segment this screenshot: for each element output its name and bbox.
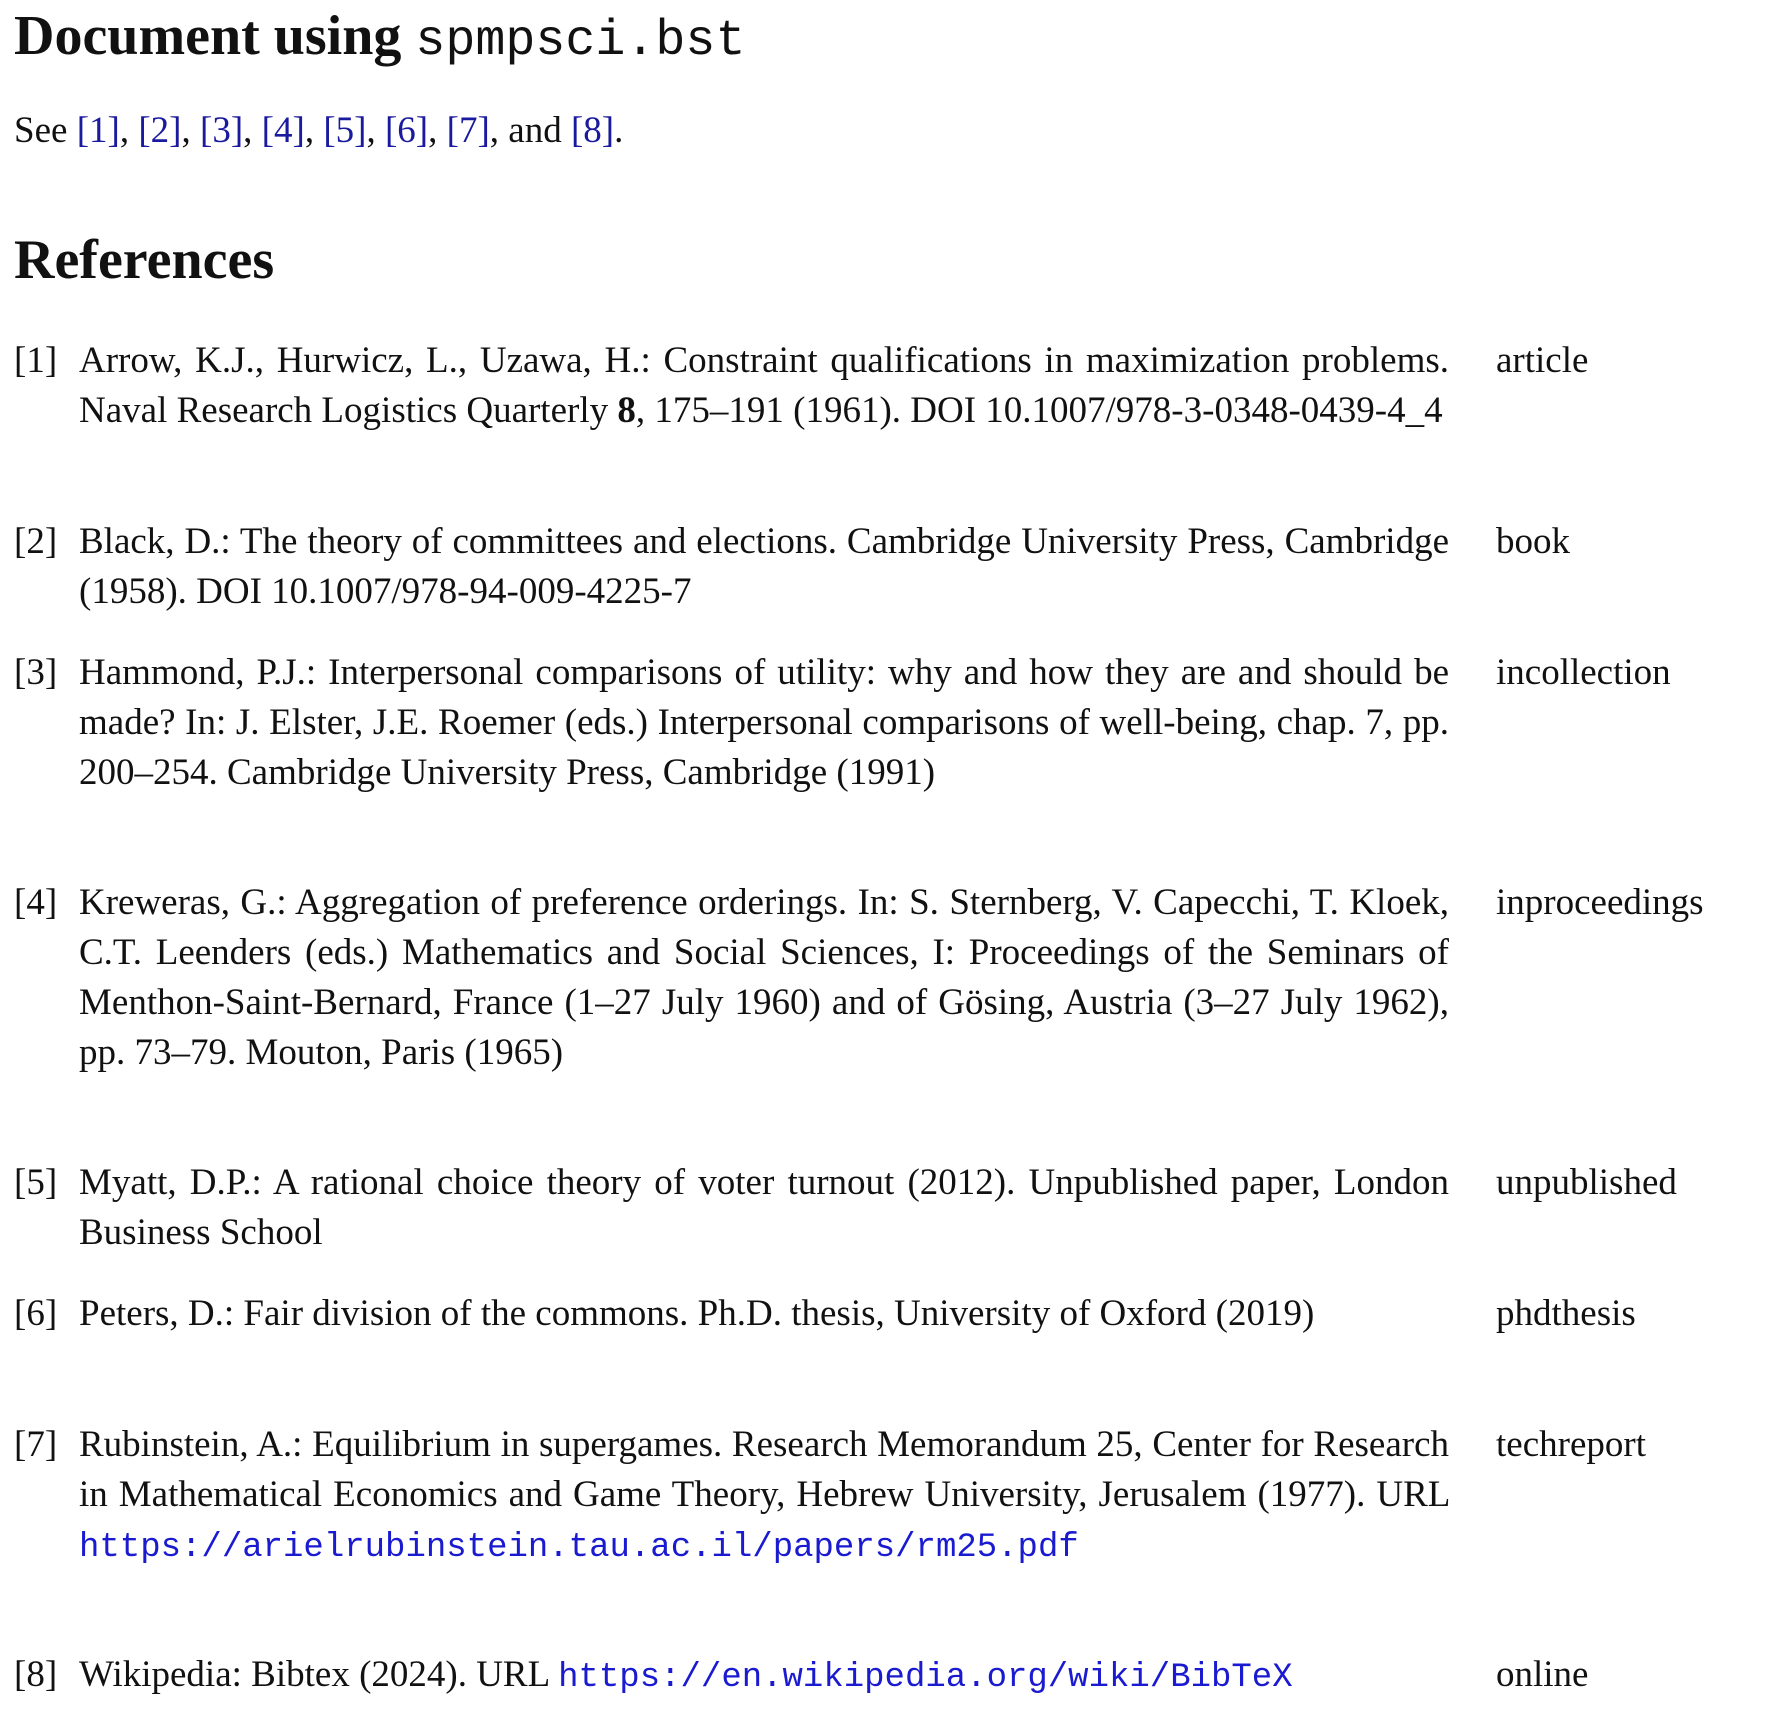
reference-label: [6] <box>14 1293 58 1334</box>
reference-url-link[interactable]: https://en.wikipedia.org/wiki/BibTeX <box>558 1659 1293 1697</box>
cite-link-7[interactable]: [7] <box>446 110 490 151</box>
reference-label: [5] <box>14 1162 58 1203</box>
reference-text: Kreweras, G.: Aggregation of preference orderings. In: S. Sternberg, V. Capecchi, T. Kloek, C.T. Leenders (eds.) Mathematics and Social Sciences, I: Proceedings of the Seminars of Menthon-Saint-Bernard, France (1–27 July 1960) and of Gösing, Austria (3–27 July 1962), pp. 73–79. Mouton, Paris (1965) <box>79 882 1449 1073</box>
reference-text: Wikipedia: Bibtex (2024). URL https://en.wikipedia.org/wiki/BibTeX <box>79 1654 1293 1697</box>
volume-number: 8 <box>617 390 636 431</box>
reference-text: Myatt, D.P.: A rational choice theory of voter turnout (2012). Unpublished paper, London Business School <box>79 1162 1449 1253</box>
cite-link-8[interactable]: [8] <box>570 110 615 151</box>
intro-and: and <box>508 110 562 151</box>
reference-type: phdthesis <box>1496 1293 1636 1334</box>
reference-type: online <box>1496 1654 1589 1695</box>
reference-type: incollection <box>1496 652 1671 693</box>
cite-link-5[interactable]: [5] <box>323 110 367 151</box>
intro-paragraph: See [1], [2], [3], [4], [5], [6], [7], and [8]. <box>14 110 624 151</box>
reference-type: book <box>1496 521 1570 562</box>
cite-link-2[interactable]: [2] <box>138 110 182 151</box>
reference-type: unpublished <box>1496 1162 1677 1203</box>
reference-label: [8] <box>14 1654 58 1695</box>
reference-label: [1] <box>14 340 58 381</box>
reference-url-link[interactable]: https://arielrubinstein.tau.ac.il/papers/rm25.pdf <box>79 1529 1079 1567</box>
reference-text: Rubinstein, A.: Equilibrium in supergames. Research Memorandum 25, Center for Research in Mathematical Economics and Game Theory, Hebrew University, Jerusalem (1977). URL https://arielrubinstein.tau.ac.il/papers/rm25.pdf <box>79 1424 1449 1567</box>
cite-link-3[interactable]: [3] <box>200 110 244 151</box>
cite-link-1[interactable]: [1] <box>76 110 120 151</box>
document-title <box>14 4 745 74</box>
reference-label: [2] <box>14 521 58 562</box>
cite-link-4[interactable]: [4] <box>261 110 305 151</box>
reference-label: [4] <box>14 882 58 923</box>
reference-text: Hammond, P.J.: Interpersonal comparisons of utility: why and how they are and should be made? In: J. Elster, J.E. Roemer (eds.) Interpersonal comparisons of well-being, chap. 7, pp. 200–254. Cambridge University Press, Cambridge (1991) <box>79 652 1449 793</box>
reference-label: [7] <box>14 1424 58 1465</box>
title-text: Document using <box>14 5 402 67</box>
reference-label: [3] <box>14 652 58 693</box>
reference-type: inproceedings <box>1496 882 1704 923</box>
cite-link-6[interactable]: [6] <box>384 110 429 151</box>
reference-text: Arrow, K.J., Hurwicz, L., Uzawa, H.: Constraint qualifications in maximization problems. Naval Research Logistics Quarterly 8, 175–191 (1961). DOI 10.1007/978-3-0348-0439-4_4 <box>79 340 1449 431</box>
reference-type: article <box>1496 340 1589 381</box>
intro-see: See <box>14 110 68 151</box>
reference-text: Peters, D.: Fair division of the commons. Ph.D. thesis, University of Oxford (2019) <box>79 1293 1315 1334</box>
reference-text: Black, D.: The theory of committees and elections. Cambridge University Press, Cambridge (1958). DOI 10.1007/978-94-009-4225-7 <box>79 521 1449 612</box>
references-heading: References <box>14 229 275 291</box>
title-code: spmpsci.bst <box>415 13 746 70</box>
reference-type: techreport <box>1496 1424 1646 1465</box>
